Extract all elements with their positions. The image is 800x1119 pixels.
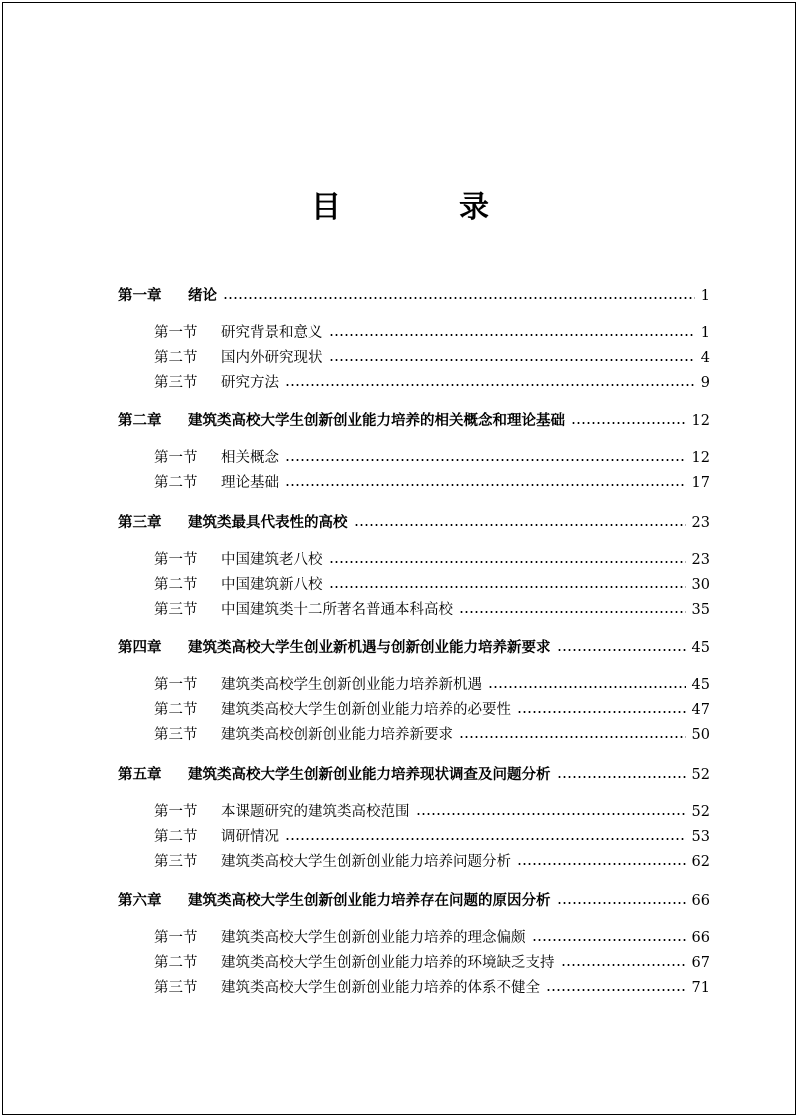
page-number: 47 [691, 702, 710, 718]
section-title: 建筑类高校学生创新创业能力培养新机遇 [221, 677, 482, 693]
chapter-title: 建筑类高校大学生创业新机遇与创新创业能力培养新要求 [188, 640, 551, 656]
section-title: 理论基础 [221, 475, 279, 491]
dot-leader [329, 359, 695, 361]
chapter-number: 第五章 [118, 767, 162, 783]
toc-section-row[interactable] [118, 574, 710, 596]
chapter-number: 第六章 [118, 893, 162, 909]
dot-leader [459, 736, 686, 738]
section-title: 建筑类高校大学生创新创业能力培养的理念偏颇 [221, 930, 526, 946]
dot-leader [488, 686, 686, 688]
page-number: 45 [691, 640, 710, 656]
toc-section-row[interactable] [118, 599, 710, 621]
page-number: 67 [691, 955, 710, 971]
page-number: 30 [691, 577, 710, 593]
section-title: 相关概念 [221, 450, 279, 466]
dot-leader [459, 611, 686, 613]
section-number: 第一节 [154, 325, 198, 341]
chapter-title: 建筑类高校大学生创新创业能力培养现状调查及问题分析 [188, 767, 551, 783]
dot-leader [416, 813, 686, 815]
section-title: 建筑类高校大学生创新创业能力培养的环境缺乏支持 [221, 955, 555, 971]
page-number: 1 [700, 325, 710, 341]
toc-section-row[interactable] [118, 927, 710, 949]
toc-chapter-row[interactable] [118, 512, 710, 534]
page-number: 71 [691, 980, 710, 996]
section-number: 第三节 [154, 980, 198, 996]
toc-chapter-row[interactable] [118, 410, 710, 432]
section-title: 研究背景和意义 [221, 325, 323, 341]
dot-leader [329, 334, 695, 336]
page-number: 45 [691, 677, 710, 693]
page-number: 35 [691, 602, 710, 618]
page-number: 52 [691, 767, 710, 783]
section-title: 中国建筑老八校 [221, 552, 323, 568]
section-number: 第一节 [154, 677, 198, 693]
section-title: 建筑类高校大学生创新创业能力培养的体系不健全 [221, 980, 540, 996]
chapter-number: 第一章 [118, 288, 162, 304]
section-title: 中国建筑类十二所著名普通本科高校 [221, 602, 453, 618]
chapter-title: 建筑类最具代表性的高校 [188, 515, 348, 531]
toc-chapter-row[interactable] [118, 637, 710, 659]
toc-section-row[interactable] [118, 447, 710, 469]
page-number: 66 [691, 893, 710, 909]
chapter-number: 第四章 [118, 640, 162, 656]
section-number: 第三节 [154, 375, 198, 391]
section-title: 研究方法 [221, 375, 279, 391]
section-title: 中国建筑新八校 [221, 577, 323, 593]
dot-leader [557, 776, 686, 778]
chapter-title: 绪论 [188, 288, 217, 304]
section-number: 第一节 [154, 804, 198, 820]
dot-leader [517, 863, 686, 865]
page-number: 12 [691, 413, 710, 429]
dot-leader [517, 711, 686, 713]
toc-section-row[interactable] [118, 472, 710, 494]
toc-chapter-row[interactable] [118, 890, 710, 912]
page-number: 66 [691, 930, 710, 946]
toc-section-row[interactable] [118, 674, 710, 696]
toc-section-row[interactable] [118, 952, 710, 974]
toc-chapter-row[interactable] [118, 764, 710, 786]
dot-leader [329, 586, 686, 588]
section-title: 建筑类高校大学生创新创业能力培养的必要性 [221, 702, 511, 718]
section-number: 第三节 [154, 602, 198, 618]
page-title: 目 录 [311, 190, 533, 225]
dot-leader [532, 939, 686, 941]
dot-leader [561, 964, 686, 966]
section-number: 第一节 [154, 930, 198, 946]
page-number: 4 [700, 350, 710, 366]
section-number: 第三节 [154, 854, 198, 870]
dot-leader [557, 902, 686, 904]
section-number: 第二节 [154, 577, 198, 593]
section-title: 建筑类高校大学生创新创业能力培养问题分析 [221, 854, 511, 870]
toc-section-row[interactable] [118, 724, 710, 746]
chapter-number: 第二章 [118, 413, 162, 429]
toc-section-row[interactable] [118, 851, 710, 873]
dot-leader [329, 561, 686, 563]
page-number: 23 [691, 515, 710, 531]
section-number: 第一节 [154, 450, 198, 466]
section-title: 建筑类高校创新创业能力培养新要求 [221, 727, 453, 743]
toc-section-row[interactable] [118, 826, 710, 848]
toc-section-row[interactable] [118, 549, 710, 571]
chapter-title: 建筑类高校大学生创新创业能力培养的相关概念和理论基础 [188, 413, 565, 429]
page-number: 12 [691, 450, 710, 466]
toc-section-row[interactable] [118, 801, 710, 823]
page-number: 23 [691, 552, 710, 568]
dot-leader [223, 297, 695, 299]
toc-section-row[interactable] [118, 372, 710, 394]
toc-section-row[interactable] [118, 322, 710, 344]
dot-leader [571, 422, 686, 424]
dot-leader [285, 838, 686, 840]
page-number: 9 [700, 375, 710, 391]
toc-section-row[interactable] [118, 347, 710, 369]
section-title: 本课题研究的建筑类高校范围 [221, 804, 410, 820]
page-number: 62 [691, 854, 710, 870]
dot-leader [285, 459, 686, 461]
page-number: 17 [691, 475, 710, 491]
section-number: 第一节 [154, 552, 198, 568]
chapter-number: 第三章 [118, 515, 162, 531]
page-number: 50 [691, 727, 710, 743]
section-number: 第三节 [154, 727, 198, 743]
section-title: 调研情况 [221, 829, 279, 845]
section-number: 第二节 [154, 702, 198, 718]
section-title: 国内外研究现状 [221, 350, 323, 366]
section-number: 第二节 [154, 829, 198, 845]
dot-leader [285, 384, 695, 386]
dot-leader [546, 989, 686, 991]
toc-section-row[interactable] [118, 699, 710, 721]
section-number: 第二节 [154, 350, 198, 366]
section-number: 第二节 [154, 955, 198, 971]
toc-chapter-row[interactable] [118, 285, 710, 307]
section-number: 第二节 [154, 475, 198, 491]
chapter-title: 建筑类高校大学生创新创业能力培养存在问题的原因分析 [188, 893, 551, 909]
page-number: 1 [700, 288, 710, 304]
dot-leader [557, 649, 686, 651]
dot-leader [354, 524, 686, 526]
page-number: 53 [691, 829, 710, 845]
toc-section-row[interactable] [118, 977, 710, 999]
page-number: 52 [691, 804, 710, 820]
dot-leader [285, 484, 686, 486]
